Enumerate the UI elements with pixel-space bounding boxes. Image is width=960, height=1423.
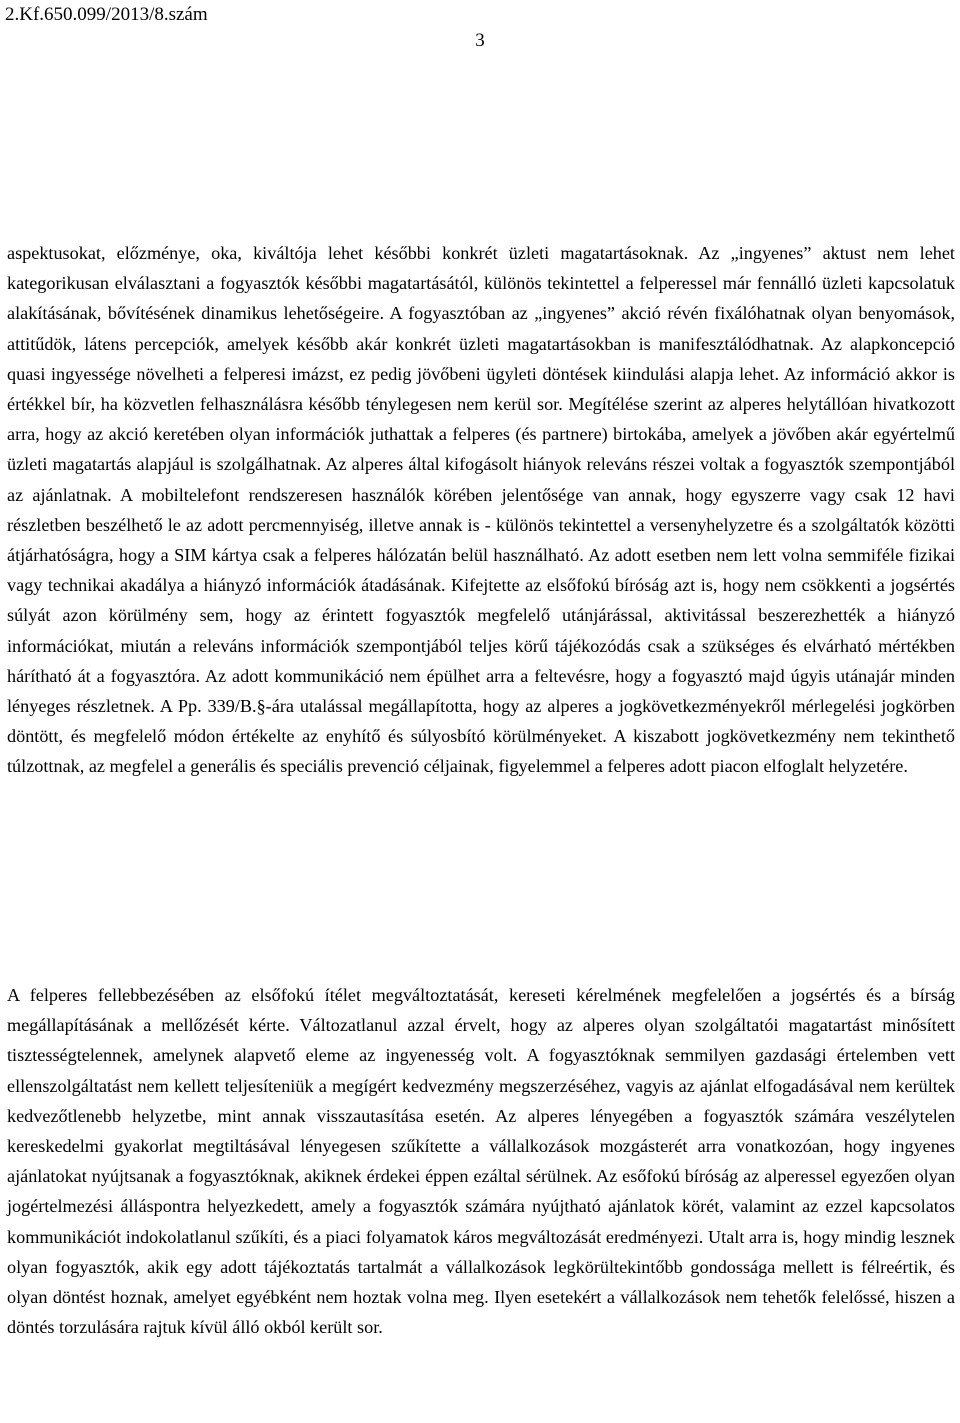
paragraph-1 bbox=[7, 238, 955, 782]
document-reference-number: 2.Kf.650.099/2013/8.szám bbox=[5, 4, 208, 25]
paragraph-2 bbox=[7, 980, 955, 1342]
page-number: 3 bbox=[475, 30, 485, 51]
paragraph-text: A felperes fellebbezésében az elsőfokú ítélet megváltoztatását, kereseti kérelmének megfelelően a jogsértés és a bírság megállapításának a mellőzését kérte. Változatlanul azzal érvelt, hogy az alperes olyan szolgáltatói magatartást minősített tisztességtelennek, amelynek alapvető eleme az ingyenesség volt. A fogyasztóknak semmilyen gazdasági értelemben vett ellenszolgáltatást nem kellett teljesíteniük a megígért kedvezmény megszerzéséhez, vagyis az ajánlat elfogadásával nem kerültek kedvezőtlenebb helyzetbe, mint annak visszautasítása esetén. Az alperes lényegében a fogyasztók számára veszélytelen kereskedelmi gyakorlat megtiltásával lényegesen szűkítette a vállalkozások mozgásterét arra vonatkozóan, hogy ingyenes ajánlatokat nyújtsanak a fogyasztóknak, akiknek érdekei éppen ezáltal sérülnek. Az esőfokú bíróság az alperessel egyezően olyan jogértelmezési álláspontra helyezkedett, amely a fogyasztók számára nyújtható ajánlatok körét, valamint az ezzel kapcsolatos kommunikációt indokolatlanul szűkíti, és a piaci folyamatok káros megváltozását eredményezi. Utalt arra is, hogy mindig lesznek olyan fogyasztók, akik egy adott tájékoztatás tartalmát a vállalkozások legkörültekintőbb gondossága mellett is félreértik, és olyan döntést hoznak, amelyet egyébként nem hoztak volna meg. Ilyen esetekért a vállalkozások nem tehetők felelőssé, hiszen a döntés torzulására rajtuk kívül álló okból került sor. bbox=[7, 985, 955, 1338]
paragraph-text: aspektusokat, előzménye, oka, kiváltója lehet későbbi konkrét üzleti magatartásoknak. Az „ingyenes” aktust nem lehet kategorikusan elválasztani a fogyasztók későbbi magatartásától, különös tekintettel a felperessel már fennálló üzleti kapcsolatuk alakításának, bővítésének dinamikus lehetőségeire. A fogyasztóban az „ingyenes” akció révén fixálóhatnak olyan benyomások, attitűdök, látens percepciók, amelyek később akár konkrét üzleti magatartásokban is manifesztálódhatnak. Az alapkoncepció quasi ingyessége növelheti a felperesi imázst, ez pedig jövőbeni ügyleti döntések kiindulási alapja lehet. Az információ akkor is értékkel bír, ha közvetlen felhasználásra később ténylegesen nem kerül sor. Megítélése szerint az alperes helytállóan hivatkozott arra, hogy az akció keretében olyan információk juthattak a felperes (és partnere) birtokába, amelyek a jövőben akár egyértelmű üzleti magatartás alapjául is szolgálhatnak. Az alperes által kifogásolt hiányok releváns részei voltak a fogyasztók szempontjából az ajánlatnak. A mobiltelefont rendszeresen használók körében jelentősége van annak, hogy egyszerre vagy csak 12 havi részletben beszélhető le az adott percmennyiség, illetve annak is - különös tekintettel a versenyhelyzetre és a szolgáltatók közötti átjárhatóságra, hogy a SIM kártya csak a felperes hálózatán belül használható. Az adott esetben nem lett volna semmiféle fizikai vagy technikai akadálya a hiányzó információk átadásának. Kifejtette az elsőfokú bíróság azt is, hogy nem csökkenti a jogsértés súlyát azon körülmény sem, hogy az érintett fogyasztók megfelelő utánjárással, aktivitással beszerezhették a hiányzó információkat, miután a releváns információk szempontjából teljes körű tájékozódás csak a szükséges és elvárható mértékben hárítható át a fogyasztóra. Az adott kommunikáció nem épülhet arra a feltevésre, hogy a fogyasztó majd úgyis utánajár minden lényeges részletnek. A Pp. 339/B.§-ára utalással megállapította, hogy az alperes a jogkövetkezményekről mérlegelési jogkörben döntött, és megfelelő módon értékelte az enyhítő és súlyosbító körülményeket. A kiszabott jogkövetkezmény nem tekinthető túlzottnak, az megfelel a generális és speciális prevenció céljainak, figyelemmel a felperes adott piacon elfoglalt helyzetére. bbox=[7, 243, 955, 777]
